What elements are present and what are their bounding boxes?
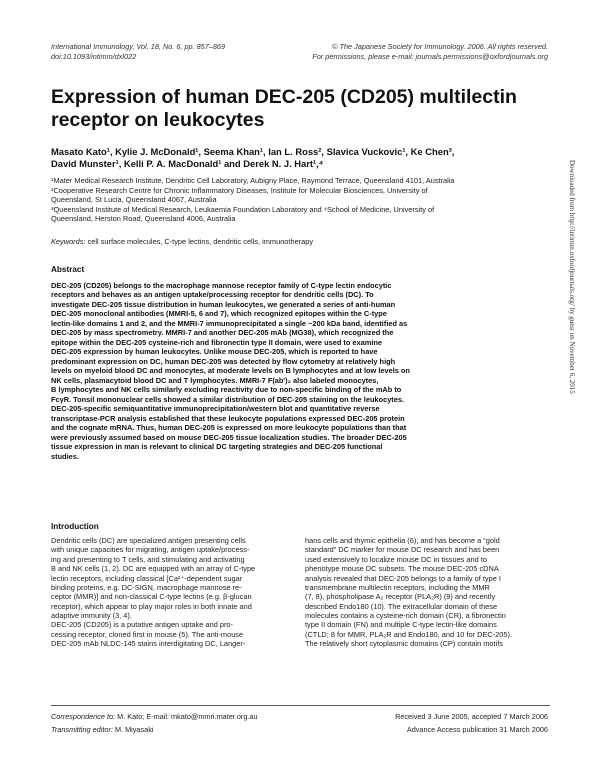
body-line: standard” DC marker for mouse DC research and has been — [305, 545, 500, 555]
intro-left-column — [51, 536, 291, 649]
affiliations — [51, 176, 551, 224]
abstract-line: tissue expression in man is relevant to clinical DC targeting strategies and DEC-205 functional — [51, 442, 383, 452]
abstract-heading: Abstract — [51, 265, 85, 274]
affiliation-line: Queensland, Herston Road, Queensland 4006, Australia — [51, 214, 236, 224]
download-watermark: Downloaded from http://intimm.oxfordjournals.org/ by guest on November 6, 2015 — [568, 160, 576, 394]
doi-line: doi:10.1093/intimm/dxl022 — [51, 51, 137, 61]
introduction-heading: Introduction — [51, 522, 99, 531]
affiliation-line: ¹Mater Medical Research Institute, Dendritic Cell Laboratory, Aubigny Place, Raymond Terrace, Queensland 4101, Australia — [51, 176, 455, 185]
body-line: DEC-205 mAb NLDC-145 stains interdigitating DC, Langer- — [51, 639, 246, 649]
footer-notes — [51, 710, 258, 736]
body-line: used extensively to localize mouse DC in tissues and to — [305, 554, 487, 564]
title-line: Expression of human DEC-205 (CD205) multilectin — [51, 86, 517, 108]
body-line: described Endo180 (10). The extracellular domain of these — [305, 601, 498, 611]
intro-right-column — [305, 536, 550, 649]
title-line: receptor on leukocytes — [51, 109, 265, 131]
abstract-line: DEC-205-specific semiquantitative immunoprecipitation/western blot and quantitative reverse — [51, 404, 380, 414]
abstract-line: DEC-205 monoclonal antibodies (MMRI-5, 6 and 7), which recognized epitopes within the C-type — [51, 309, 387, 319]
copyright-notice — [312, 42, 548, 61]
received-date: Received 3 June 2005, accepted 7 March 2006 — [395, 712, 548, 721]
editor-note — [51, 723, 258, 736]
affiliation-line: ³Queensland Institute of Medical Research, Leukaemia Foundation Laboratory and ⁴School of Medicine, University of — [51, 204, 435, 214]
author-line: David Munster¹, Kelli P. A. MacDonald¹ and Derek N. J. Hart¹,⁴ — [51, 158, 324, 169]
abstract-line: investigate DEC-205 tissue distribution in human leukocytes, we generated a series of anti-human — [51, 299, 396, 309]
abstract-line: and the cognate mRNA. Thus, human DEC-205 is expressed on more leukocyte populations than that — [51, 423, 407, 433]
affiliation-line: ²Cooperative Research Centre for Chronic Inflammatory Diseases, Institute for Molecular Biosciences, University of — [51, 185, 428, 195]
keywords-label: Keywords: — [51, 237, 86, 246]
publication-dates — [395, 710, 548, 736]
body-line: B and NK cells (1, 2). DC are equipped with an array of C-type — [51, 564, 256, 574]
body-line: with unique capacities for migrating, antigen uptake/process- — [51, 545, 250, 555]
body-line: Dendritic cells (DC) are specialized antigen presenting cells — [51, 536, 246, 545]
abstract-line: studies. — [51, 451, 79, 461]
abstract-line: DEC-205 by mass spectrometry. MMRI-7 and another DEC-205 mAb (MG38), which recognized the — [51, 328, 394, 338]
author-list — [51, 146, 551, 170]
permissions-line: For permissions, please e-mail: journals.permissions@oxfordjournals.org — [312, 51, 548, 61]
body-line: cessing receptor, cloned first in mouse (5). The anti-mouse — [51, 629, 244, 639]
body-line: The relatively short cytoplasmic domains (CP) contain motifs — [305, 639, 503, 649]
abstract-line: lectin-like domains 1 and 2, and the MMRI-7 immunoprecipitated a single ~200 kDa band, identified as — [51, 318, 408, 328]
body-line: receptor), which appear to play major roles in both innate and — [51, 601, 252, 611]
author-line: Masato Kato¹, Kylie J. McDonald¹, Seema Khan¹, Ian L. Ross², Slavica Vuckovic¹, Ke Chen³, — [51, 146, 455, 157]
body-line: lectin receptors, including classical [Ca²⁺-dependent sugar — [51, 573, 243, 583]
body-line: analysis revealed that DEC-205 belongs to a family of type I — [305, 573, 501, 583]
article-title — [51, 86, 521, 132]
correspondence-note — [51, 710, 258, 723]
abstract-line: FcγR. Tonsil mononuclear cells showed a similar distribution of DEC-205 staining on the leukocytes. — [51, 394, 405, 404]
body-line: ing and presenting to T cells, and stimulating and activating — [51, 554, 245, 564]
keywords-text: cell surface molecules, C-type lectins, dendritic cells, immunotherapy — [85, 237, 314, 246]
editor-label: Transmitting editor: — [51, 725, 113, 734]
body-line: (7, 8), phospholipase A₂ receptor (PLA₂R) (9) and recently — [305, 592, 496, 602]
body-line: binding proteins, e.g. DC-SIGN, macrophage mannose re- — [51, 582, 242, 592]
journal-citation-line: International Immunology, Vol. 18, No. 6, pp. 857–869 — [51, 42, 226, 51]
body-line: transmembrane multilectin receptors, including the MMR — [305, 582, 490, 592]
abstract-body — [51, 281, 549, 461]
keywords — [51, 237, 551, 247]
abstract-line: predominant expression on DC, human DEC-205 was detected by flow cytometry at relatively high — [51, 356, 396, 366]
body-line: hans cells and thymic epithelia (6), and has become a “gold — [305, 536, 500, 545]
body-line: (CTLD; 8 for MMR, PLA₂R and Endo180, and 10 for DEC-205). — [305, 629, 513, 639]
abstract-line: transcriptase-PCR analysis established that these leukocyte populations expressed DEC-205 protein — [51, 413, 405, 423]
body-line: molecules contains a cysteine-rich domain (CR), a fibronectin — [305, 611, 506, 620]
abstract-line: NK cells, plasmacytoid blood DC and T lymphocytes. MMRI-7 F(ab')₂ also labeled monocytes, — [51, 375, 379, 385]
abstract-line: DEC-205 expression by human leukocytes. Unlike mouse DEC-205, which is reported to have — [51, 347, 378, 357]
advance-access-date: Advance Access publication 31 March 2006 — [406, 725, 548, 734]
footer-divider — [51, 705, 550, 706]
abstract-line: were previously assumed based on mouse DEC-205 tissue localization studies. The broader DEC-205 — [51, 432, 407, 442]
body-line: phenotype mouse DC subsets. The mouse DEC-205 cDNA — [305, 564, 499, 574]
correspondence-label: Correspondence to: — [51, 712, 116, 721]
abstract-line: DEC-205 (CD205) belongs to the macrophage mannose receptor family of C-type lectin endocytic — [51, 281, 392, 290]
body-line: adaptive immunity (3, 4). — [51, 611, 132, 620]
abstract-line: receptors and behaves as an antigen uptake/processing receptor for dendritic cells (DC). To — [51, 290, 374, 300]
body-line: DEC-205 (CD205) is a putative antigen uptake and pro- — [51, 620, 233, 630]
body-line: ceptor (MMR)] and non-classical C-type lectins (e.g. β-glucan — [51, 592, 252, 602]
journal-citation — [51, 42, 225, 61]
copyright-line: © The Japanese Society for Immunology. 2006. All rights reserved. — [332, 42, 548, 51]
abstract-line: B lymphocytes and NK cells similarly excluding reactivity due to non-specific binding of the mAb to — [51, 385, 402, 395]
abstract-line: levels on myeloid blood DC and monocytes, at moderate levels on B lymphocytes and at low levels on — [51, 366, 410, 376]
body-line: type II domain (FN) and multiple C-type lectin-like domains — [305, 620, 497, 630]
correspondence-text: M. Kato; E-mail: mkato@mmri.mater.org.au — [115, 712, 258, 721]
editor-text: M. Miyasaki — [112, 725, 154, 734]
abstract-line: epitope within the DEC-205 cysteine-rich and fibronectin type II domain, were used to examine — [51, 337, 383, 347]
affiliation-line: Queensland, St Lucia, Queensland 4067, Australia — [51, 195, 217, 205]
